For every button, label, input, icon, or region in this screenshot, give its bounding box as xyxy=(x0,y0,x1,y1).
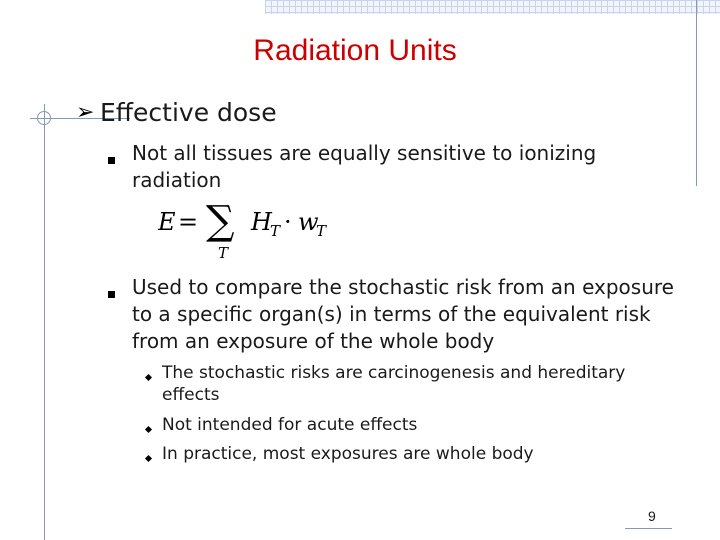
header-grid-decoration xyxy=(265,0,720,14)
sub-bullet-text: In practice, most exposures are whole body xyxy=(162,444,534,464)
bullet-text: Used to compare the stochastic risk from an exposure to a specific organ(s) in terms of the equivalent risk from an exposure of the whole body xyxy=(132,275,674,353)
formula-sum: ∑ xyxy=(206,198,235,244)
sub-bullet-text: The stochastic risks are carcinogenesis and hereditary effects xyxy=(162,363,626,405)
formula-lhs: E xyxy=(158,208,176,236)
formula-sum-index: T xyxy=(218,244,229,262)
square-bullet-icon xyxy=(108,274,132,355)
formula-dot: · xyxy=(284,208,292,236)
section-heading-text: Effective dose xyxy=(100,98,277,127)
square-bullet-icon xyxy=(108,140,132,194)
decor-right-vertical-line xyxy=(696,0,697,186)
formula-equals: = xyxy=(178,208,199,236)
decor-footer-line xyxy=(625,528,672,529)
decor-vertical-line xyxy=(44,104,45,540)
decor-circle xyxy=(37,111,51,125)
sub-bullet-item xyxy=(146,362,666,406)
section-heading xyxy=(76,98,277,127)
sub-bullet-item xyxy=(146,443,666,470)
sub-bullet-item xyxy=(146,414,666,441)
effective-dose-formula xyxy=(158,196,348,266)
bullet-item xyxy=(108,140,688,194)
formula-w-sub: T xyxy=(316,222,327,240)
diamond-bullet-icon xyxy=(146,414,162,441)
diamond-bullet-icon xyxy=(146,443,162,470)
bullet-item xyxy=(108,274,688,355)
formula-h-sub: T xyxy=(270,222,281,240)
formula-h: H xyxy=(251,208,272,236)
formula-w: w xyxy=(298,208,319,236)
slide-title: Radiation Units xyxy=(253,34,457,67)
bullet-text: Not all tissues are equally sensitive to ionizing radiation xyxy=(132,141,597,192)
diamond-bullet-icon xyxy=(146,362,162,406)
sub-bullet-text: Not intended for acute effects xyxy=(162,415,418,435)
page-number: 9 xyxy=(648,508,656,524)
arrow-bullet-icon: ➢ xyxy=(76,100,95,125)
